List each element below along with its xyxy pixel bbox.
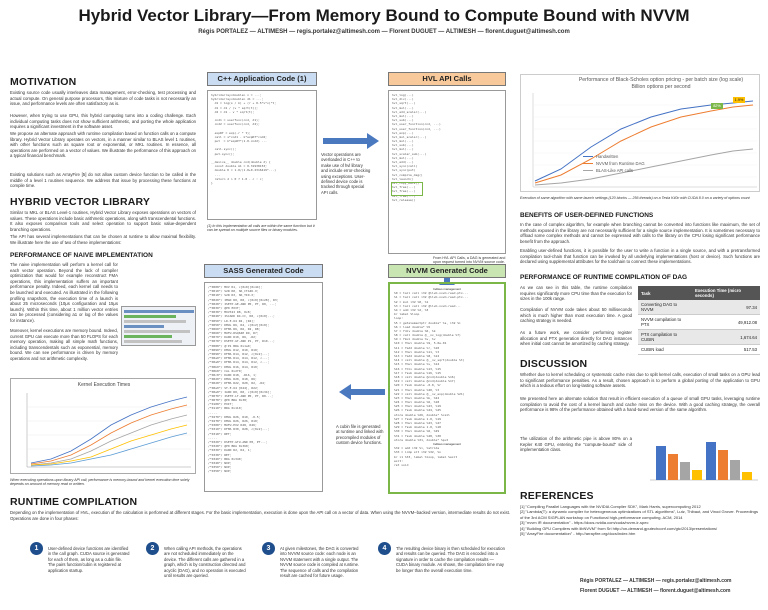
legend-item-handwritten: Handwritten: [583, 153, 645, 160]
hvl-dag-note: From HVL API Calls, a DAG is generated and upon request turned into NVVM source code.: [433, 256, 506, 265]
table-cell-time: 97.34: [692, 300, 760, 315]
table-cell-task: PTX compilation to CUBIN: [638, 330, 692, 345]
dag-perf-p1: As we can see in this table, the runtime compilation requires significantly more CPU time than the execution for sizes in the 100k range.: [520, 285, 633, 302]
motivation-heading: MOTIVATION: [10, 76, 77, 88]
table-header-time: Execution Time (micro seconds): [692, 286, 760, 300]
cubin-note: A cubin file is generated at runtime and linked with precompiled modules of custom device functions.: [336, 424, 384, 446]
bar-8: [742, 472, 752, 480]
benefits-p2: Enabling user-defined functions, it is possible for the user to write a function in a single source, and with a pretransformed compilation tool-chain that function can be invoked by all underlying implementations (host or device). Such functions are declared using supplemental attributes for the toolchain to connect these implementations.: [520, 248, 760, 265]
bar-2: [668, 454, 678, 480]
nvvm-code-block: Indices management %0 = tail call i32 @llvm.nvvm.read.ptx... %1 = tail call i32 @llvm.nvvm.read.ptx... %2 = mul i32 %0, %1 %3 = tail call i32 @llvm.nvvm.read... %4 = add i32 %2, %3 br label %loop loop: %5 = getelementptr double* %s, i32 %i %6 = load double* %5 %7 = fdiv double %6, %k %8 = call double @__nv_log(double %7) %9 = fmul double %v, %v %10 = fmul double %9, 5.0e-01 %11 = fadd double %r, %10 %12 = fmul double %11, %t %13 = fadd double %8, %12 %14 = call double @__nv_sqrt(double %t) %15 = fmul double %v, %14 %16 = fdiv double %13, %15 %17 = fsub double %16, %15 %18 = call double @cnd(double %16) %19 = call double @cnd(double %17) %20 = fsub double -0.0, %r %21 = fmul double %20, %t %22 = call double @__nv_exp(double %21) %23 = fmul double %k, %22 %24 = fmul double %6, %18 %25 = fmul double %23, %19 %26 = fsub double %24, %25 store double %26, double* %call %27 = fsub double 1.0, %19 %28 = fmul double %23, %27 %29 = fsub double 1.0, %18 %30 = fmul double %6, %29 %31 = fsub double %28, %30 store double %31, double* %put Indices management %32 = add i32 %i, %stride %33 = icmp slt i32 %32, %n br i1 %33, label %loop, label %exit exit: ret void: [391, 285, 503, 491]
step-1-number: 1: [30, 542, 43, 555]
reference-item: [3] "nvvm IR documentation" - https://docs.nvidia.com/cuda/nvvm-ir-spec: [520, 520, 649, 526]
discussion-heading: DISCUSSION: [520, 358, 588, 370]
step-2-number: 2: [146, 542, 159, 555]
performance-chart: [520, 74, 760, 192]
cpp-code-block: hybridarray<double> x = ...; hybridarray<double> d1 = ...; d1 = log(s / k) + (r + 0.5*v*v)*t; d1 = d1 / (v * sqrt(t)); d2 = d1 - v * sqrt(t); cnd1 = userfunc(cnd, d1); cnd2 = userfunc(cnd, d2); expRT = exp(-r * t); call = s*cnd1 - k*expRT*cnd2; put = k*expRT*(1.0-cnd2) ... call.sync(); put.sync(); __device__ double cnd(double d) { const double A1 = 0.31938153; double K = 1.0/(1.0+0.2316419*...) ... return d > 0 ? 1.0 - c : c; }: [207, 90, 317, 220]
legend-item-blas: BLAS-Like API calls: [583, 167, 645, 174]
motivation-p1: Existing source code usually interleaves data management, error-checking, test processing and actual compute. On general purpose processors, this mixture of code tasks is not necessarily an issue, and performance levels are often satisfactory as is.: [10, 90, 196, 107]
reference-item: [2] "Lambda(T): a dynamic compiler for heterogeneous optimizations of STL algorithms", Lutz, Thibaut, and Vinod Grover. Proceedings of the 3rd ACM SIGPLAN workshop on Functional high-performance computing. ACM, 2014: [520, 509, 758, 520]
benefits-heading: BENEFITS OF USER-DEFINED FUNCTIONS: [520, 212, 654, 219]
table-header-task: Task: [638, 286, 692, 300]
table-cell-time: 1,674.64: [692, 330, 760, 345]
motivation-p2: However, when trying to use GPU, this hybrid computing turns into a coding challenge. Each individual computing tasks does not show sufficient arithmetic, and porting the whole application requires a significant investment in the software asset.: [10, 113, 196, 130]
bar-1: [656, 446, 666, 480]
footer-author-2: Florent DUGUET — ALTIMESH — florent.duguet@altimesh.com: [580, 588, 731, 594]
table-cell-task: CUBIN load: [638, 345, 692, 355]
motivation-p4: Existing solutions such as ArrayFire [5] do not allow custom device function to be called in the middle of a level 1 routines sequence. We address that issue by processing these functions at compile time.: [10, 172, 196, 189]
bar-5: [706, 442, 716, 480]
step-2-text: When calling API methods, the operations are not scheduled immediately on the device. The different calls are gathered in a graph, which is by construction directed and acyclic (DAG), and no operation is executed until results are queried.: [164, 546, 246, 579]
hvl-calls-block: hvl_log(...) hvl_div(...) hvl_sqrt(...) hvl_mul(...) hvl_add_scalar(...) hvl_mul(...) hvl_sub(...) hvl_user_function(cnd, ...) hvl_user_function(cnd, ...) hvl_exp(...) hvl_mul_scalar(...) hvl_mul(...) hvl_sub(...) hvl_mul(...) hvl_scalar_sub(...) hvl_mul(...) hvl_add(...) hvl_sync(call) hvl_sync(put) hvl_compile_dag() hvl_launch() hvl_copy_back() hvl_free(...) hvl_free(...) hvl_free(...) hvl_release(): [388, 90, 506, 254]
table-cell-time: 517.53: [692, 345, 760, 355]
hvl-heading: HYBRID VECTOR LIBRARY: [10, 196, 151, 208]
references-heading: REFERENCES: [520, 490, 594, 502]
arrow-nvvm-to-sass: [351, 389, 385, 395]
runtime-intro: Depending on the implementation of HVL, execution of the calculation is performed at different stages. For the basic implementation, execution is done upon the API call on a vector of data. When using the NVVM–backed version, intermediate results do not exist. Operations are done in four phases:: [10, 510, 510, 521]
dag-perf-heading: PERFORMANCE OF RUNTIME COMPILATION OF DAG: [520, 274, 688, 281]
bar-6: [718, 450, 728, 480]
table-row: [638, 330, 760, 345]
chart-caption: Execution of same algorithm with same launch settings (120 blocks — 256 threads) on a Tesla K40c with CUDA 8.0 on a variety of options count: [520, 196, 750, 200]
chart-legend: [583, 153, 645, 174]
dag-perf-p3: As a future work, we consider performing register allocation and PTX generation directly for DAG instances when initial cost cannot be amortized by caching strategy.: [520, 330, 632, 347]
table-row: [638, 300, 760, 315]
kernel-chart-svg: [11, 379, 197, 475]
nvvm-indices-label-2: Indices management: [433, 441, 461, 446]
hvl-p2: The API has several implementations that can be chosen at runtime to allow maximal flexibility. We illustrate here the use of two of these implementations:: [10, 234, 196, 245]
step-1-text: User-defined device functions are identified in the call graph. CUDA source is generated for each of them, as long as a cubin file. The pairs function/cubin is registered at application startup.: [48, 546, 130, 573]
cpp-caption: (1) In this implementation all calls are within the same function but it can be spread on multiple source files or binary modules.: [207, 224, 315, 233]
step-3-text: At given milestones, the DAG is converted into NVVM source code: each node is an NVVM statement with a single output. The NVVM source code is compiled at runtime. The sequence of calls and the compilation result are cached for future usage.: [280, 546, 360, 579]
hvl-p1: Similar to MKL or BLAS Level-1 routines, Hybrid Vector Library exposes operations on vectors of values. These operations include basic arithmetic operations, along with transcendental functions. It also exposes comparison tools and select operation to support basic value-dependent branching operations.: [10, 210, 196, 232]
discussion-p3: The utilization of the arithmetic pipe is above 80% on a Kepler K40 GPU, entering the "compute-bound" side of implementation class.: [520, 436, 632, 453]
bar-7: [730, 460, 740, 480]
utilization-bar-chart: [644, 432, 760, 484]
hvl-p4: Moreover, kernel executions are memory bound. Indeed, current GPU can execute more than 50 FLOPS for each memory operation, making all simple math functions, including transcendentals such as exponential, memory bound. We can see performance is driven by memory operations and not arithmetic complexity.: [10, 328, 118, 361]
chart-label-82: 82%: [713, 104, 721, 108]
sass-code-block: /*0008*/ MOV R1, c[0x0][0x44]; /*0010*/ S2R R0, SR_CTAID.X; /*0018*/ S2R R3, SR_TID.X; /*0020*/ IMAD R0, R0, c[0x0][0x28], R3; /*0028*/ ISETP.GE.AND P0, PT, R0, ...; /*0030*/ @P0 EXIT; /*0038*/ MOV32I R8, 0x8; /*0048*/ ISCADD R4.CC, R0, c[0x0]...; /*0050*/ LD.E.64 R2, [R4]; /*0058*/ DMUL R6, R2, c[0x2][0x0]; /*0060*/ DFMA R6, R6, R2, R8; /*0068*/ MUFU.RSQ64H R9, R7; /*0070*/ DADD R10, R6, -R2; /*0078*/ DSETP.GT.AND P1, PT, R10...; /*0088*/ @!P1 BRA 0x1a0; /*0090*/ DMUL R12, R10, R10; /*0098*/ DFMA R14, R12, c[0x2]...; /*00a0*/ DFMA R14, R14, R12, c...; /*00a8*/ DFMA R14, R14, R12, c...; /*00b0*/ DMUL R16, R14, R10; /*00b8*/ CAL 0x2f0; /*00c8*/ DADD R18, -R16, 1; /*00d0*/ DMUL R20, R18, R6; /*00d8*/ DFMA R22, R20, R2, -R4; /*00e0*/ ST.E.64 [R24], R22; /*00e8*/ IADD R0, R0, c[0x0][0x34]; /*00f0*/ ISETP.LT.AND P0, PT, R0...; /*00f8*/ @P0 BRA 0x38; /*0108*/ EXIT; /*0110*/ BRA 0x110; ..... /*02f0*/ DMUL R26, R10, -0.5; /*02f8*/ DMUL R26, R26, R10; /*0308*/ MUFU.EX2 R28, R26; /*0310*/ DFMA R30, R28, c[0x2]...; /*0318*/ RET; ..... /*0320*/ DSETP.GTU.AND P0, PT...; /*0328*/ @P0 BRA 0x360; /*0330*/ DADD R2, R2, 1; /*0338*/ RET; /*0340*/ BRA 0x340; /*0348*/ NOP; /*0350*/ NOP; /*0358*/ NOP;: [204, 282, 323, 492]
table-row: [638, 345, 760, 355]
discussion-p2: We presented here an alternate solution that result in efficient execution of a queue of small GPU tasks, leveraging runtime compilation to avoid the cost of a kernel launch and cache miss on the device. With a good caching strategy, the overall performance is 98% of the performance obtained with a hand-tuned version of the same algorithm.: [520, 396, 760, 413]
hvl-calls-title: HVL API Calls: [388, 72, 506, 86]
references-list: [520, 504, 760, 536]
kernel-chart-title: Kernel Execution Times: [77, 382, 131, 388]
kernel-chart-caption: When executing operations upon library API call, performance is memory-bound and kernel execution time solely depends on amount of memory read or written.: [10, 478, 190, 487]
motivation-p3: We propose an alternate approach with runtime compilation based on function calls on a compute library. Hybrid Vector Library operates on vectors, in a manner similar to BLAS level 1 routines, with other functions such as square root or exponential, or MKL routines. In essence, all operations are performed on a vector of values. We illustrate the performance of this approach on a typical financial benchmark.: [10, 131, 196, 159]
step-3-number: 3: [262, 542, 275, 555]
arrow-cpp-to-hvl-head: [367, 133, 379, 149]
chart-plot-svg: [521, 75, 761, 193]
sass-code-title: SASS Generated Code: [204, 264, 323, 278]
runtime-heading: RUNTIME COMPILATION: [10, 496, 138, 508]
arrow-cpp-to-hvl: [323, 138, 367, 144]
footer-author-1: Régis PORTALEZ — ALTIMESH — regis.portalez@altimesh.com: [580, 578, 732, 584]
dag-perf-p2: Compilation of NVVM code takes about 50 milliseconds which is much higher than most execution time. A good caching strategy is needed.: [520, 307, 632, 324]
kernel-execution-chart: [10, 378, 196, 474]
arrow-nvvm-to-sass-head: [339, 384, 351, 400]
bar-4: [692, 470, 702, 480]
legend-item-nvvm: NVVM from Runtime DAG: [583, 160, 645, 167]
profiler-snapshot: [121, 306, 196, 346]
authors-line: Régis PORTALEZ — ALTIMESH — regis.portalez@altimesh.com — Florent DUGUET — ALTIMESH — florent.duguet@altimesh.com: [198, 29, 570, 35]
chart-title: Performance of Black-Scholes option pricing - per batch size (log scale): [578, 77, 744, 83]
table-cell-task: NVVM compilation to PTX: [638, 315, 692, 330]
reference-item: [5] "ArrayFire documentation" - http://arrayfire.org/docs/index.htm: [520, 531, 636, 537]
dag-perf-table: [638, 286, 760, 355]
chart-subtitle: Billion options per second: [631, 84, 691, 90]
cpp-code-title: C++ Application Code (1): [207, 72, 317, 86]
step-4-text: The resulting device binary is then scheduled for execution and results can be queried. The DAG is encoded into a signature in order to cache the compilation results — CUDA binary module. As shown, the compilation time may be longer than the overall execution time.: [396, 546, 505, 573]
discussion-p1: Whether due to kernel scheduling or systematic cache miss due to split kernel calls, execution of small tasks on a GPU lead to significant performance penalties. As a result, chosen approach is to perform a global porting of the application to GPU which is a tedious effort on long-lasting software assets.: [520, 372, 760, 389]
reference-item: [1] "Compiling Parallel Languages with the NVIDIA Compiler SDK", Mark Harris, supercomputing 2012: [520, 504, 701, 509]
vector-ops-note: Vector operations are overloaded in C++ to make use of hvl library and include error-checking using exceptions. User-defined device code is tracked through special API calls.: [321, 152, 371, 195]
table-cell-task: Converting DAG to NVVM: [638, 300, 692, 315]
hvl-highlight-box: [391, 182, 423, 196]
naive-subheading: PERFORMANCE OF NAIVE IMPLEMENTATION: [10, 252, 153, 259]
bar-3: [680, 462, 690, 480]
table-header-row: [638, 286, 760, 300]
hvl-p3: The naive implementation will perform a kernel call for each vector operation. Beyond the lack of compiler optimization that would for example reconstruct FMA operations, this implementation suffers an important performance penalty. Indeed, each kernel call needs to be launched and executed. As illustrated in the following profiling snapshots, the execution time of a launch is about 25 microseconds (10μs configuration and 15μs launch). Within this time, about 1 million vector entries can be processed (considering a1 or log of the values for instance).: [10, 262, 118, 323]
step-4-number: 4: [378, 542, 391, 555]
table-row: [638, 315, 760, 330]
table-cell-time: 49,912.08: [692, 315, 760, 330]
chart-label-19: 1.9%: [734, 98, 744, 102]
nvvm-indices-label: Indices management: [433, 287, 461, 291]
benefits-p1: In the case of complex algorithm, for example when branching cannot be converted into functions like maximum, the set of methods exposed in the library are not necessarily sufficient for a single source implementation. It is sometimes necessary to offload some complex methods and cannot be expressed with calls to the library on the CPU losing significant performance benefit from the approach.: [520, 222, 760, 244]
nvvm-code-title: NVVM Generated Code: [388, 264, 506, 278]
poster-title: Hybrid Vector Library—From Memory Bound to Compute Bound with NVVM: [78, 6, 690, 25]
reference-item: [4] "Building GPU Compilers with libNVVM" from Sri http://on-demand.gputechconf.com/gtc/2013/presentations/: [520, 525, 718, 531]
